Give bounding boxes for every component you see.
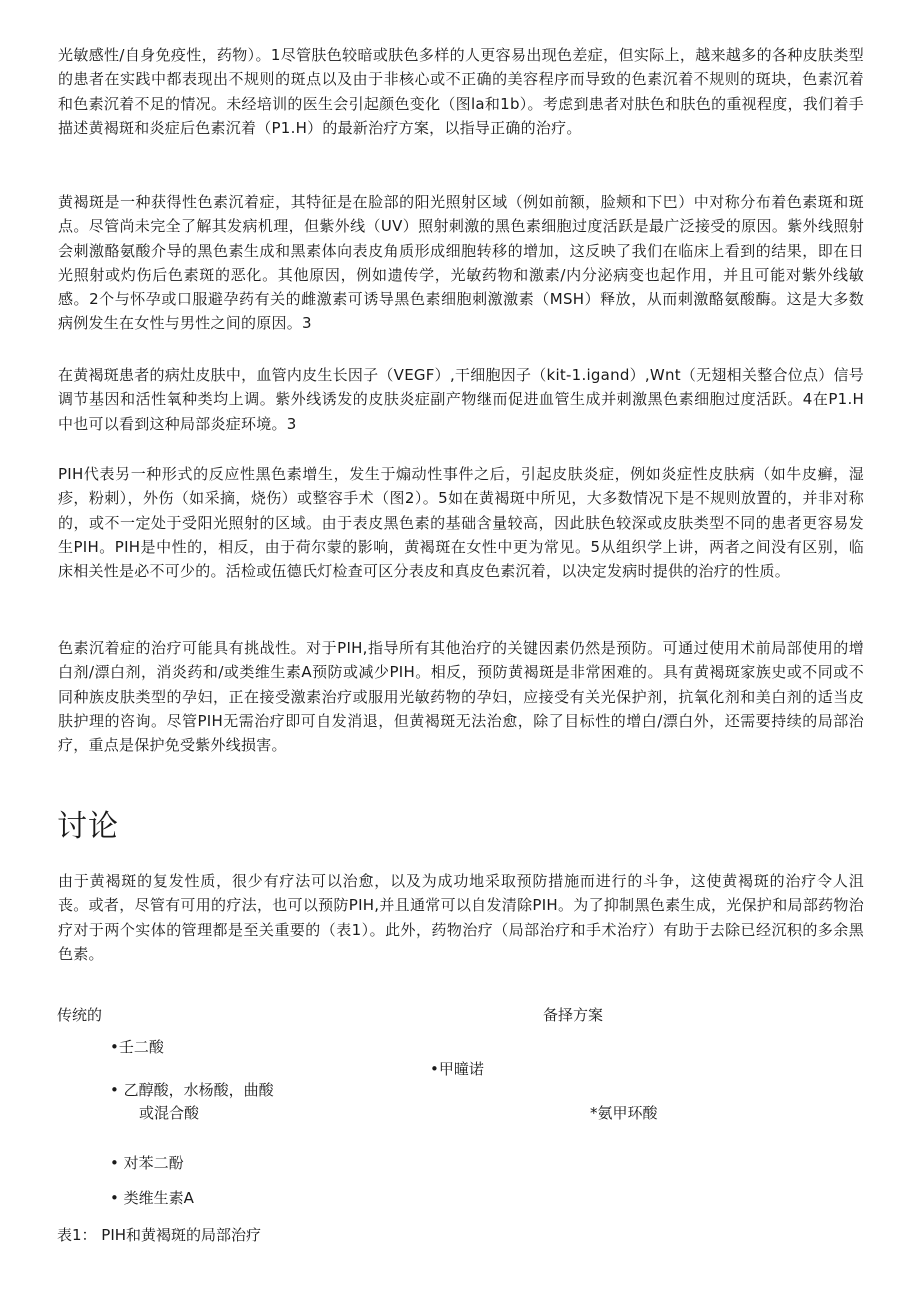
paragraph-pih: PIH代表另一种形式的反应性黑色素增生，发生于煽动性事件之后，引起皮肤炎症，例如炎症性皮肤病（如牛皮癣，湿疹，粉刺），外伤（如采摘，烧伤）或整容手术（图2）。5如在黄褐斑中所见，大多数情况下是不规则放置的，并非对称的，或不一定处于受阳光照射的区域。由于表皮黑色素的基础含量较高，因此肤色较深或皮肤类型不同的患者更容易发生PIH。PIH是中性的，相反，由于荷尔蒙的影响，黄褐斑在女性中更为常见。5从组织学上讲，两者之间没有区别，临床相关性是必不可少的。活检或伍德氏灯检查可区分表皮和真皮色素沉着，以决定发病时提供的治疗的性质。	[58, 465, 864, 581]
list-item: •甲曈诺	[430, 1060, 484, 1078]
paragraph-melasma-pathogenesis: 在黄褐斑患者的病灶皮肤中，血管内皮生长因子（VEGF）,干细胞因子（kit-1.igand）,Wnt（无翅相关整合位点）信号调节基因和活性氧种类均上调。紫外线诱发的皮肤炎症副产物继而促进血管生成并刺激黑色素细胞过度活跃。4在P1.H中也可以看到这种局部炎症环境。3	[58, 366, 864, 433]
table-caption: 表1： PIH和黄褐斑的局部治疗	[57, 1226, 262, 1244]
list-item: *氨甲环酸	[590, 1104, 658, 1122]
list-item: • 对苯二酚	[110, 1154, 184, 1172]
list-item: •壬二酸	[110, 1038, 164, 1056]
table-header-alternative: 备择方案	[543, 1006, 604, 1024]
paragraph-melasma-definition: 黄褐斑是一种获得性色素沉着症，其特征是在脸部的阳光照射区域（例如前额，脸颊和下巴）中对称分布着色素斑和斑点。尽管尚未完全了解其发病机理，但紫外线（UV）照射刺激的黑色素细胞过度活跃是最广泛接受的原因。紫外线照射会刺激酪氨酸介导的黑色素生成和黑素体向表皮角质形成细胞转移的增加，这反映了我们在临床上看到的结果，即在日光照射或灼伤后色素斑的恶化。其他原因，例如遗传学，光敏药物和激素/内分泌病变也起作用，并且可能对紫外线敏感。2个与怀孕或口服避孕药有关的雌激素可诱导黑色素细胞刺激激素（MSH）释放，从而刺激酪氨酸酶。这是大多数病例发生在女性与男性之间的原因。3	[58, 193, 864, 333]
table-header-traditional: 传统的	[57, 1006, 103, 1024]
list-item: • 乙醇酸，水杨酸，曲酸	[110, 1081, 274, 1099]
paragraph-treatment: 色素沉着症的治疗可能具有挑战性。对于PIH,指导所有其他治疗的关键因素仍然是预防。可通过使用术前局部使用的增白剂/漂白剂，消炎药和/或类维生素A预防或减少PIH。相反，预防黄褐斑是非常困难的。具有黄褐斑家族史或不同或不同种族皮肤类型的孕妇，正在接受激素治疗或服用光敏药物的孕妇，应接受有关光保护剂，抗氧化剂和美白剂的适当皮肤护理的咨询。尽管PIH无需治疗即可自发消退，但黄褐斑无法治愈，除了目标性的增白/漂白外，还需要持续的局部治疗，重点是保护免受紫外线损害。	[58, 639, 864, 755]
list-item: • 类维生素A	[110, 1189, 194, 1207]
list-item-continuation: 或混合酸	[139, 1104, 200, 1122]
paragraph-intro: 光敏感性/自身免疫性，药物）。1尽管肤色较暗或肤色多样的人更容易出现色差症，但实际上，越来越多的各种皮肤类型的患者在实践中都表现出不规则的斑点以及由于非核心或不正确的美容程序而导致的色素沉着不规则的斑块，色素沉着和色素沉着不足的情况。未经培训的医生会引起颜色变化（图la和1b）。考虑到患者对肤色和肤色的重视程度，我们着手描述黄褐斑和炎症后色素沉着（P1.H）的最新治疗方案，以指导正确的治疗。	[58, 46, 864, 137]
paragraph-discussion: 由于黄褐斑的复发性质，很少有疗法可以治愈，以及为成功地采取预防措施而进行的斗争，这使黄褐斑的治疗令人沮丧。或者，尽管有可用的疗法，也可以预防PIH,并且通常可以自发清除PIH。为了抑制黑色素生成，光保护和局部药物治疗对于两个实体的管理都是至关重要的（表1）。此外，药物治疗（局部治疗和手术治疗）有助于去除已经沉积的多余黑色素。	[58, 872, 864, 963]
section-heading-discussion: 讨论	[57, 809, 119, 844]
